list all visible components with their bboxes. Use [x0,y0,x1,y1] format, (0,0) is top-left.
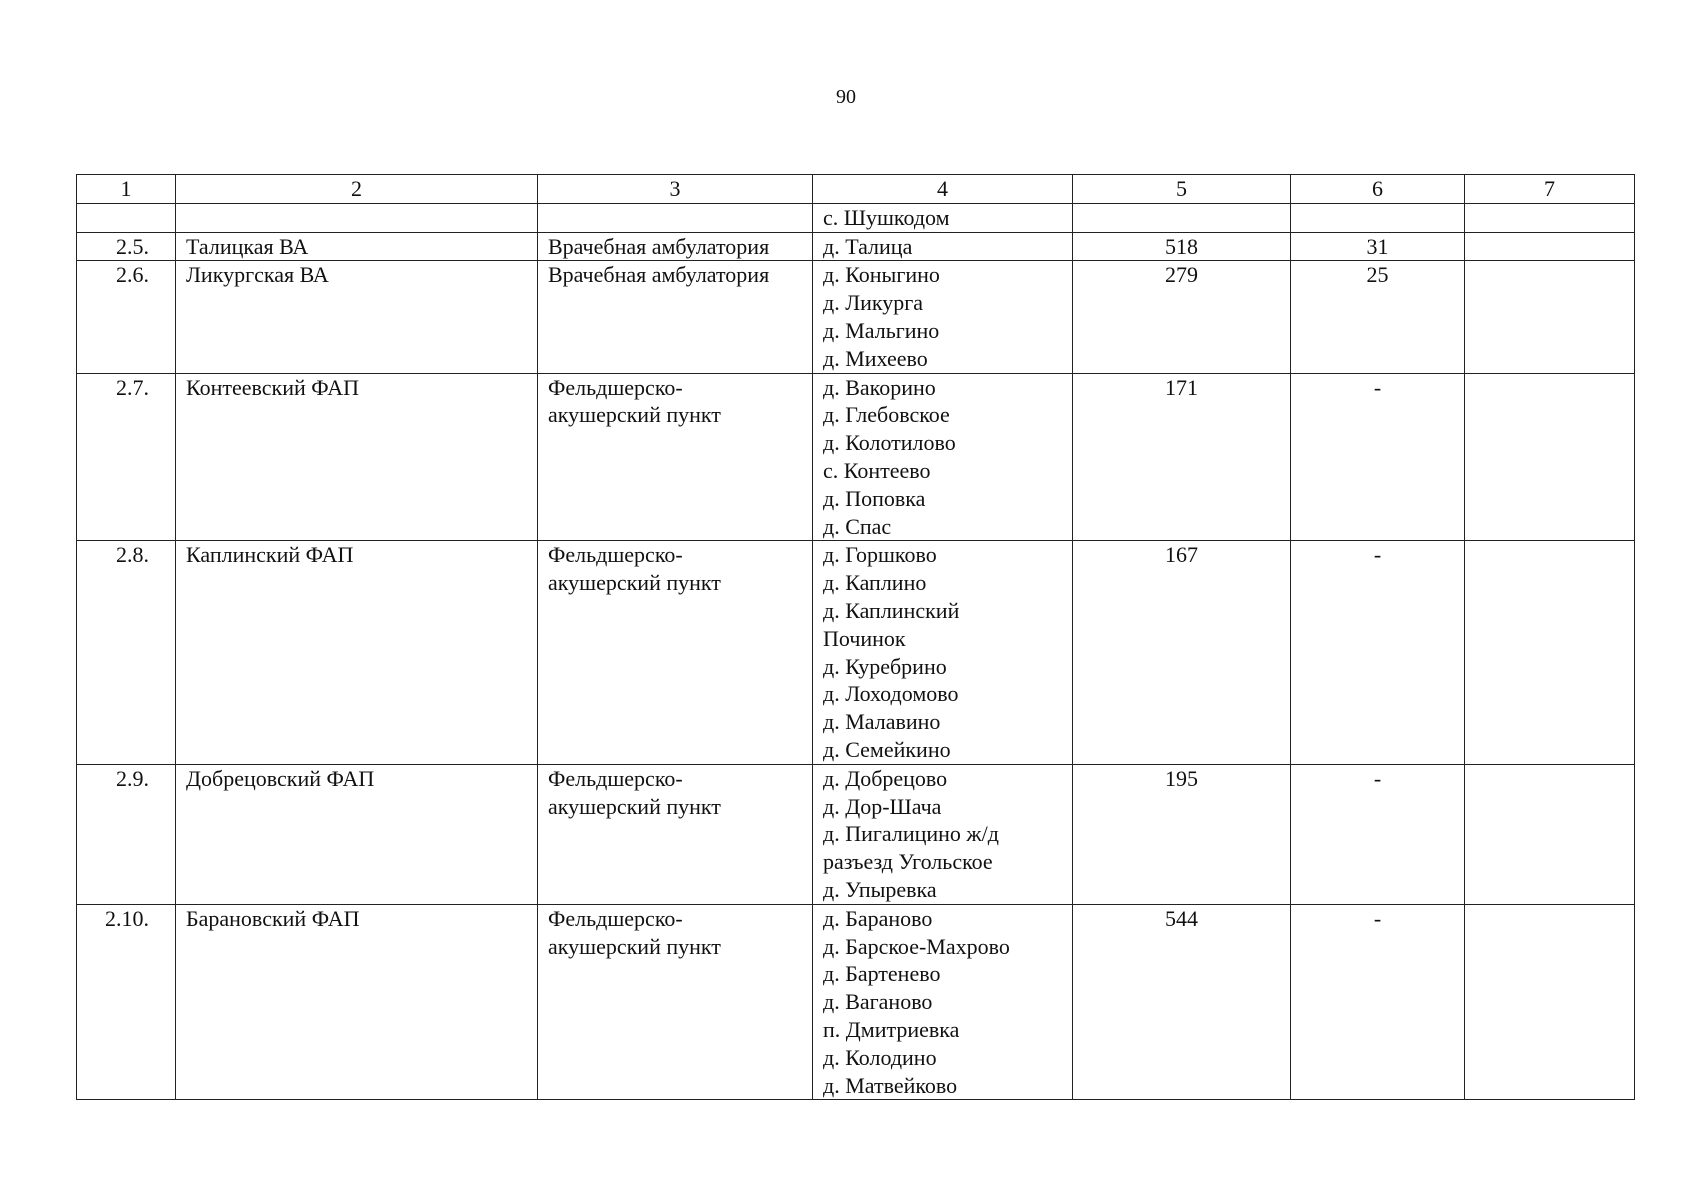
settlements-line: д. Куребрино [823,653,947,679]
column-header: 4 [813,175,1073,204]
facility-type-line: Фельдшерско- [548,905,683,931]
settlements-line: д. Колотилово [823,430,956,456]
table-row [77,261,1635,373]
row-number: 2.5. [77,232,176,261]
settlements [813,764,1073,904]
row-number: 2.9. [77,764,176,904]
facilities-table [76,174,1635,1100]
settlements [813,904,1073,1100]
settlements [813,203,1073,232]
row-number: 2.6. [77,261,176,373]
settlements-line: с. Контеево [823,457,931,483]
settlements-line: разъезд Угольское [823,849,993,875]
column-6-value: 25 [1291,261,1465,373]
settlements-line: Починок [823,625,906,651]
column-5-value: 544 [1073,904,1291,1100]
facility-type [538,203,813,232]
column-header: 7 [1465,175,1635,204]
settlements-line: д. Малавино [823,709,941,735]
facility-type-line: акушерский пункт [548,933,721,959]
table-row [77,232,1635,261]
settlements-line: д. Ликурга [823,290,924,316]
settlements-line: д. Матвейково [823,1072,958,1098]
facility-type [538,541,813,764]
settlements-line: д. Коныгино [823,262,940,288]
column-5-value: 171 [1073,373,1291,541]
settlements-line: д. Вакорино [823,374,936,400]
column-7-value [1465,764,1635,904]
facility-type [538,261,813,373]
settlements-line: д. Бартенево [823,961,941,987]
facility-type-line: Врачебная амбулатория [548,262,770,288]
facility-type-line: Врачебная амбулатория [548,233,770,259]
facility-type [538,904,813,1100]
settlements-line: д. Добрецово [823,765,948,791]
table-row [77,764,1635,904]
settlements [813,261,1073,373]
row-number: 2.8. [77,541,176,764]
column-7-value [1465,373,1635,541]
column-5-value: 279 [1073,261,1291,373]
settlements-line: п. Дмитриевка [823,1016,960,1042]
settlements-line: д. Мальгино [823,317,940,343]
table-header-row [77,175,1635,204]
column-7-value [1465,541,1635,764]
settlements-line: д. Семейкино [823,736,951,762]
settlements-line: д. Глебовское [823,402,950,428]
facility-type [538,764,813,904]
settlements [813,373,1073,541]
table-row [77,373,1635,541]
settlements-line: д. Талица [823,233,913,259]
table-row [77,904,1635,1100]
table-row [77,541,1635,764]
column-header: 3 [538,175,813,204]
facility-type-line: акушерский пункт [548,402,721,428]
column-7-value [1465,203,1635,232]
settlements-line: д. Каплинский [823,597,960,623]
settlements-line: с. Шушкодом [823,204,950,230]
facility-type-line: акушерский пункт [548,793,721,819]
settlements-line: д. Бараново [823,905,933,931]
settlements-line: д. Колодино [823,1044,937,1070]
column-7-value [1465,904,1635,1100]
settlements-line: д. Каплино [823,570,927,596]
column-header: 2 [176,175,538,204]
column-5-value: 195 [1073,764,1291,904]
settlements-line: д. Ваганово [823,989,933,1015]
facility-type-line: Фельдшерско- [548,374,683,400]
settlements-line: д. Лоходомово [823,681,959,707]
column-5-value: 518 [1073,232,1291,261]
table-row [77,203,1635,232]
facility-name: Талицкая ВА [176,232,538,261]
settlements-line: д. Михеево [823,345,928,371]
settlements-line: д. Дор-Шача [823,793,942,819]
column-header: 1 [77,175,176,204]
settlements-line: д. Поповка [823,485,926,511]
settlements-line: д. Пигалицино ж/д [823,821,999,847]
row-number: 2.7. [77,373,176,541]
column-header: 5 [1073,175,1291,204]
column-header: 6 [1291,175,1465,204]
settlements [813,232,1073,261]
column-6-value: - [1291,541,1465,764]
page-number: 90 [836,86,856,108]
facility-type [538,232,813,261]
facility-name: Добрецовский ФАП [176,764,538,904]
facility-name: Каплинский ФАП [176,541,538,764]
facility-name: Контеевский ФАП [176,373,538,541]
table-body [77,175,1635,1100]
facility-type-line: акушерский пункт [548,570,721,596]
column-5-value: 167 [1073,541,1291,764]
facility-name: Ликургская ВА [176,261,538,373]
settlements-line: д. Упыревка [823,876,937,902]
settlements [813,541,1073,764]
settlements-line: д. Барское-Махрово [823,933,1010,959]
column-6-value: 31 [1291,232,1465,261]
facility-name [176,203,538,232]
column-6-value: - [1291,373,1465,541]
facility-type [538,373,813,541]
column-6-value: - [1291,904,1465,1100]
column-5-value [1073,203,1291,232]
facility-name: Барановский ФАП [176,904,538,1100]
column-7-value [1465,261,1635,373]
settlements-line: д. Горшково [823,542,937,568]
row-number [77,203,176,232]
column-6-value [1291,203,1465,232]
column-7-value [1465,232,1635,261]
column-6-value: - [1291,764,1465,904]
facility-type-line: Фельдшерско- [548,765,683,791]
settlements-line: д. Спас [823,513,892,539]
row-number: 2.10. [77,904,176,1100]
facility-type-line: Фельдшерско- [548,542,683,568]
